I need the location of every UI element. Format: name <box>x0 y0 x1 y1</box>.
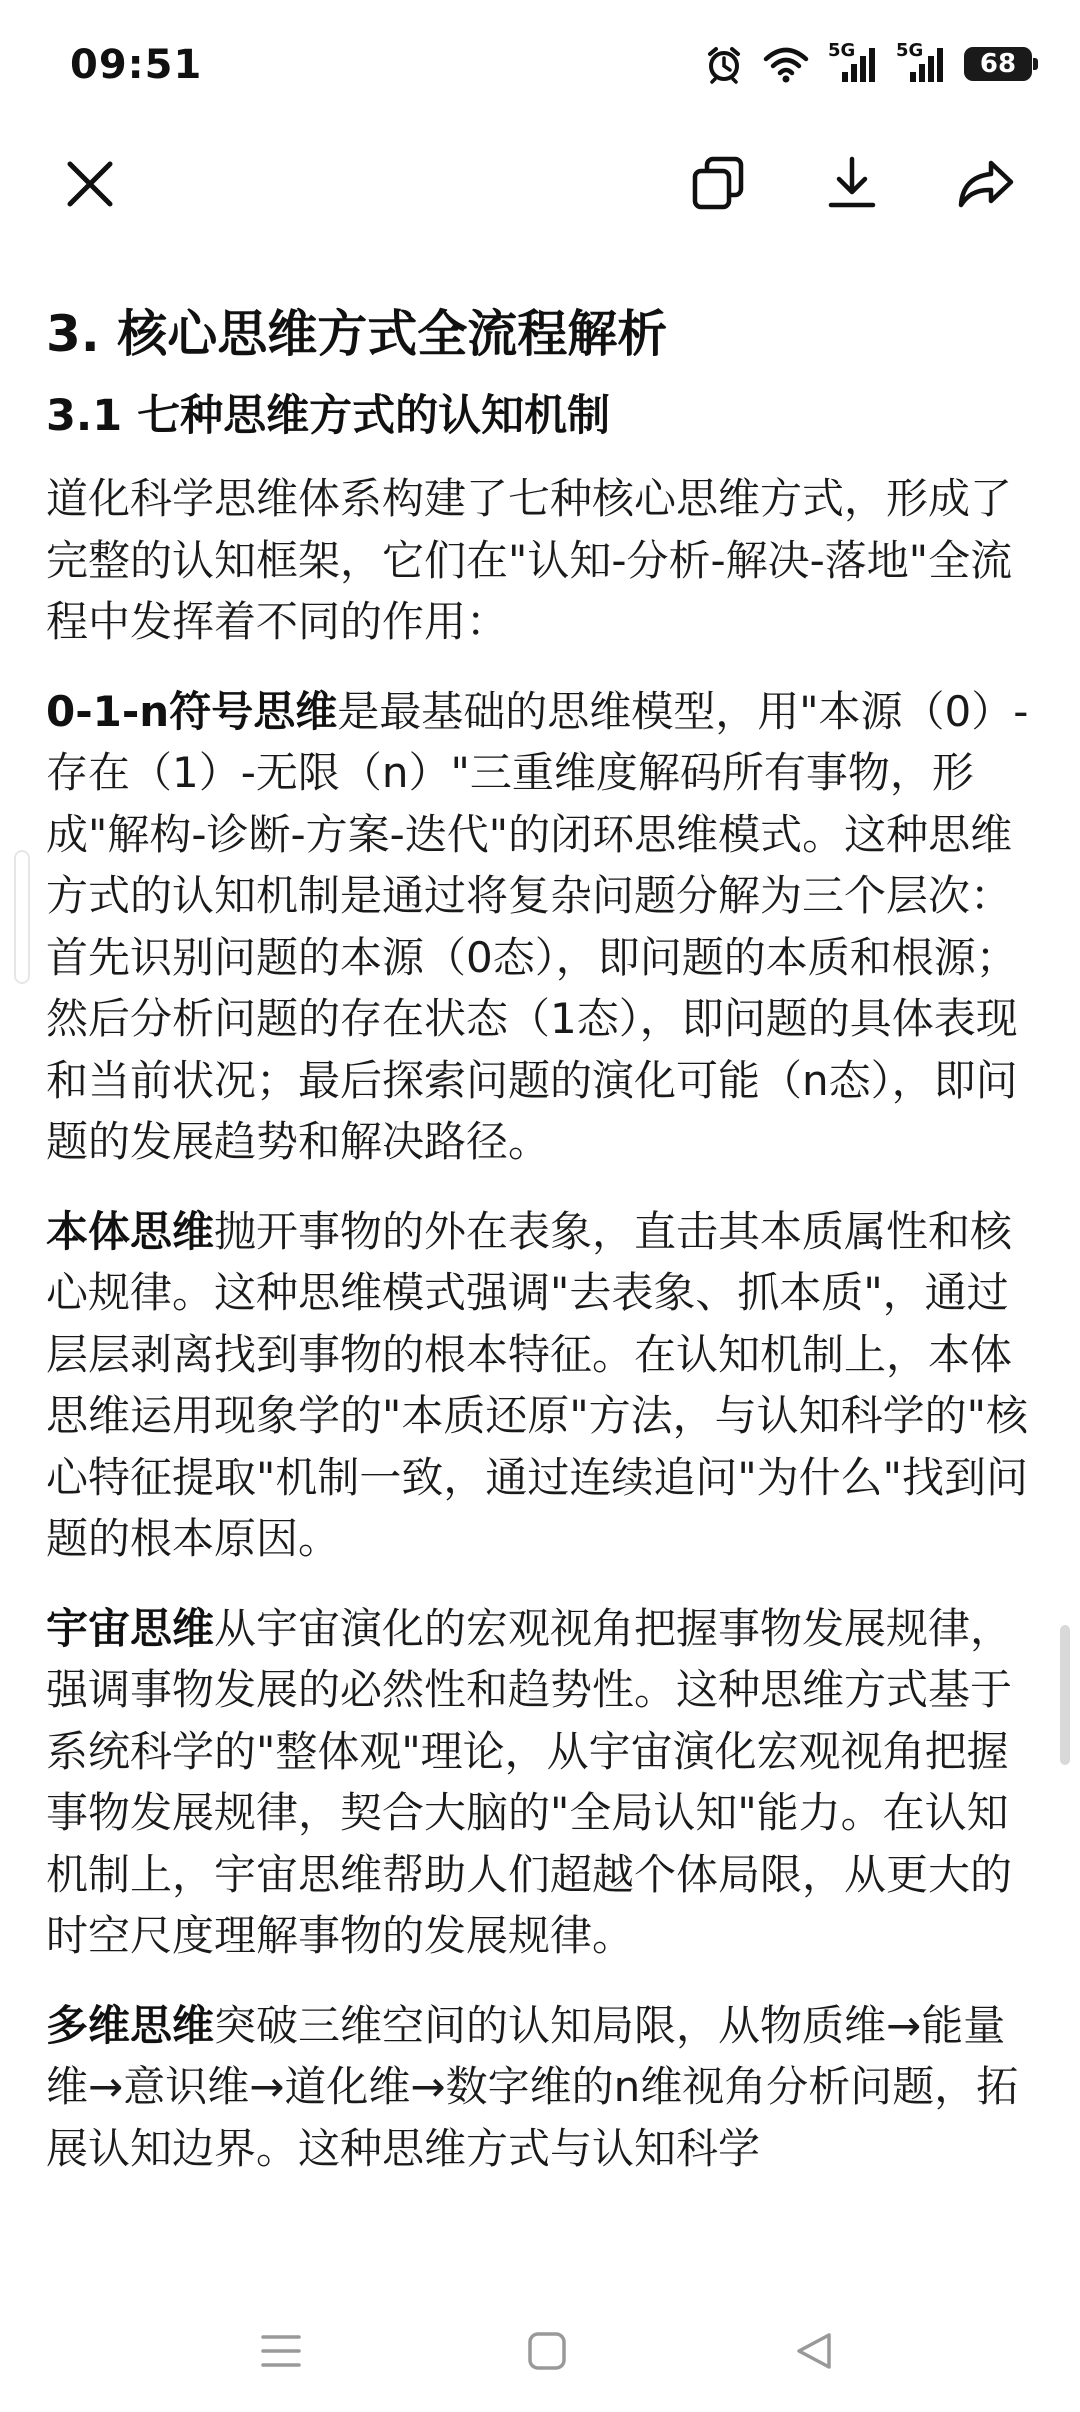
network-type-label: 5G <box>828 40 856 61</box>
intro-paragraph: 道化科学思维体系构建了七种核心思维方式，形成了完整的认知框架，它们在"认知-分析-解决-落地"全流程中发挥着不同的作用： <box>46 474 1013 646</box>
share-icon <box>955 155 1017 213</box>
paragraph-term: 0-1-n符号思维 <box>46 686 338 736</box>
signal-bars-icon <box>896 44 946 84</box>
cellular-signal-1 <box>828 40 878 84</box>
battery-indicator: 68 <box>964 47 1032 81</box>
menu-button[interactable] <box>248 2318 314 2384</box>
paragraph-multidimensional-thinking <box>46 1995 1036 2180</box>
paragraph-text: 突破三维空间的认知局限，从物质维→能量维→意识维→道化维→数字维的n维视角分析问题，拓展认知边界。这种思维方式与认知科学 <box>46 2000 1019 2173</box>
top-toolbar <box>0 130 1080 240</box>
alarm-icon <box>704 44 744 84</box>
paragraph-symbol-thinking <box>46 681 1036 1173</box>
article-content[interactable] <box>46 230 1036 2270</box>
cellular-signal-2 <box>896 40 946 84</box>
paragraph-text: 从宇宙演化的宏观视角把握事物发展规律，强调事物发展的必然性和趋势性。这种思维方式基于系统科学的"整体观"理论，从宇宙演化宏观视角把握事物发展规律，契合大脑的"全局认知"能力。在认知机制上，宇宙思维帮助人们超越个体局限，从更大的时空尺度理解事物的发展规律。 <box>46 1603 1013 1960</box>
section-title: 3. 核心思维方式全流程解析 <box>46 305 668 363</box>
back-triangle-icon <box>791 2329 835 2373</box>
subsection-title: 3.1 七种思维方式的认知机制 <box>46 391 611 441</box>
home-button[interactable] <box>514 2318 580 2384</box>
download-button[interactable] <box>816 148 888 220</box>
status-bar <box>0 0 1080 130</box>
back-button[interactable] <box>780 2318 846 2384</box>
status-icons <box>704 40 1032 84</box>
paragraph-ontology-thinking <box>46 1201 1036 1570</box>
signal-bars-icon <box>828 44 878 84</box>
edge-handle[interactable] <box>14 850 30 984</box>
menu-icon <box>259 2331 303 2371</box>
download-icon <box>823 155 881 213</box>
wifi-icon <box>762 45 810 83</box>
close-icon <box>64 158 116 210</box>
scrollbar-thumb[interactable] <box>1060 1625 1070 1765</box>
copy-button[interactable] <box>682 148 754 220</box>
paragraph-term: 本体思维 <box>46 1206 215 1256</box>
paragraph-term: 宇宙思维 <box>46 1603 215 1653</box>
clock: 09:51 <box>70 42 203 88</box>
paragraph-text: 抛开事物的外在表象，直击其本质属性和核心规律。这种思维模式强调"去表象、抓本质"，通过层层剥离找到事物的根本特征。在认知机制上，本体思维运用现象学的"本质还原"方法，与认知科学的"核心特征提取"机制一致，通过连续追问"为什么"找到问题的根本原因。 <box>46 1206 1028 1563</box>
close-button[interactable] <box>54 148 126 220</box>
paragraph-text: 是最基础的思维模型，用"本源（0）-存在（1）-无限（n）"三重维度解码所有事物，形成"解构-诊断-方案-迭代"的闭环思维模式。这种思维方式的认知机制是通过将复杂问题分解为三个层次：首先识别问题的本源（0态），即问题的本质和根源；然后分析问题的存在状态（1态），即问题的具体表现和当前状况；最后探索问题的演化可能（n态），即问题的发展趋势和解决路径。 <box>46 686 1029 1166</box>
paragraph-term: 多维思维 <box>46 2000 215 2050</box>
network-type-label: 5G <box>896 40 924 61</box>
share-button[interactable] <box>950 148 1022 220</box>
copy-icon <box>689 155 747 213</box>
paragraph-universe-thinking <box>46 1598 1036 1967</box>
home-icon <box>525 2329 569 2373</box>
system-navigation-bar <box>0 2290 1080 2412</box>
